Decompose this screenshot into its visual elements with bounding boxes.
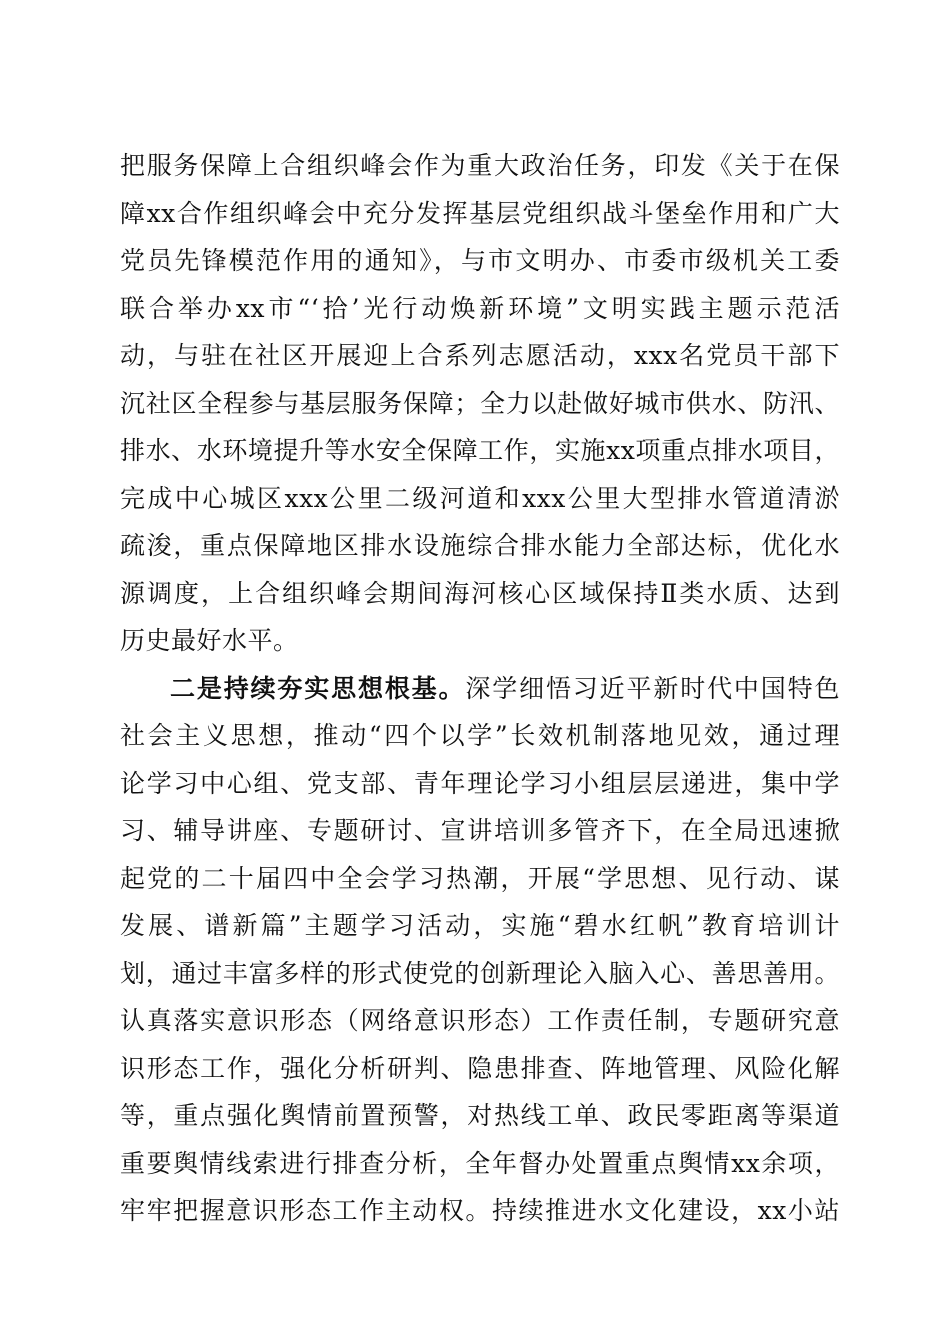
paragraph-2-line-3: 论学习中心组、党支部、青年理论学习小组层层递进，集中学	[120, 768, 840, 798]
paragraph-2-line-7: 划，通过丰富多样的形式使党的创新理论入脑入心、善思善用。	[120, 958, 840, 988]
paragraph-1-line-4: 联合举办xx市“‘拾’光行动焕新环境”文明实践主题示范活	[120, 293, 840, 323]
paragraph-2-line-8: 认真落实意识形态（网络意识形态）工作责任制，专题研究意	[120, 1006, 840, 1035]
paragraph-2-line-9: 识形态工作，强化分析研判、隐患排查、阵地管理、风险化解	[120, 1053, 840, 1083]
paragraph-1-line-11: 历史最好水平。	[120, 626, 299, 655]
paragraph-2-line-6: 发展、谱新篇”主题学习活动，实施“碧水红帆”教育培训计	[120, 911, 840, 940]
paragraph-2-line-5: 起党的二十届四中全会学习热潮，开展“学思想、见行动、谋	[120, 863, 840, 893]
paragraph-2-first-line-text: 深学细悟习近平新时代中国特色	[465, 673, 840, 703]
paragraph-1-line-8: 完成中心城区xxx公里二级河道和xxx公里大型排水管道清淤	[120, 483, 840, 513]
document-body	[120, 142, 840, 1235]
paragraph-1-line-1: 把服务保障上合组织峰会作为重大政治任务，印发《关于在保	[120, 151, 840, 180]
paragraph-1-line-9: 疏浚，重点保障地区排水设施综合排水能力全部达标，优化水	[120, 531, 840, 560]
paragraph-2-heading: 二是持续夯实思想根基。	[170, 673, 466, 703]
paragraph-1-line-10: 源调度，上合组织峰会期间海河核心区域保持Ⅱ类水质、达到	[120, 578, 840, 608]
paragraph-2-line-2: 社会主义思想，推动“四个以学”长效机制落地见效，通过理	[120, 721, 840, 750]
paragraph-2-line-4: 习、辅导讲座、专题研讨、宣讲培训多管齐下，在全局迅速掀	[120, 816, 840, 845]
paragraph-2-line-11: 重要舆情线索进行排查分析，全年督办处置重点舆情xx余项，	[120, 1148, 840, 1178]
paragraph-1-line-2: 障xx合作组织峰会中充分发挥基层党组织战斗堡垒作用和广大	[120, 198, 840, 228]
paragraph-2-line-12: 牢牢把握意识形态工作主动权。持续推进水文化建设，xx小站	[120, 1196, 840, 1225]
paragraph-1-line-3: 党员先锋模范作用的通知》，与市文明办、市委市级机关工委	[120, 246, 840, 275]
paragraph-1-line-7: 排水、水环境提升等水安全保障工作，实施xx项重点排水项目，	[120, 436, 840, 465]
paragraph-2-first-line	[120, 665, 840, 713]
paragraph-1-line-5: 动，与驻在社区开展迎上合系列志愿活动，xxx名党员干部下	[120, 341, 840, 370]
paragraph-1-line-6: 沉社区全程参与基层服务保障；全力以赴做好城市供水、防汛、	[120, 388, 840, 418]
paragraph-2-line-10: 等，重点强化舆情前置预警，对热线工单、政民零距离等渠道	[120, 1101, 840, 1130]
